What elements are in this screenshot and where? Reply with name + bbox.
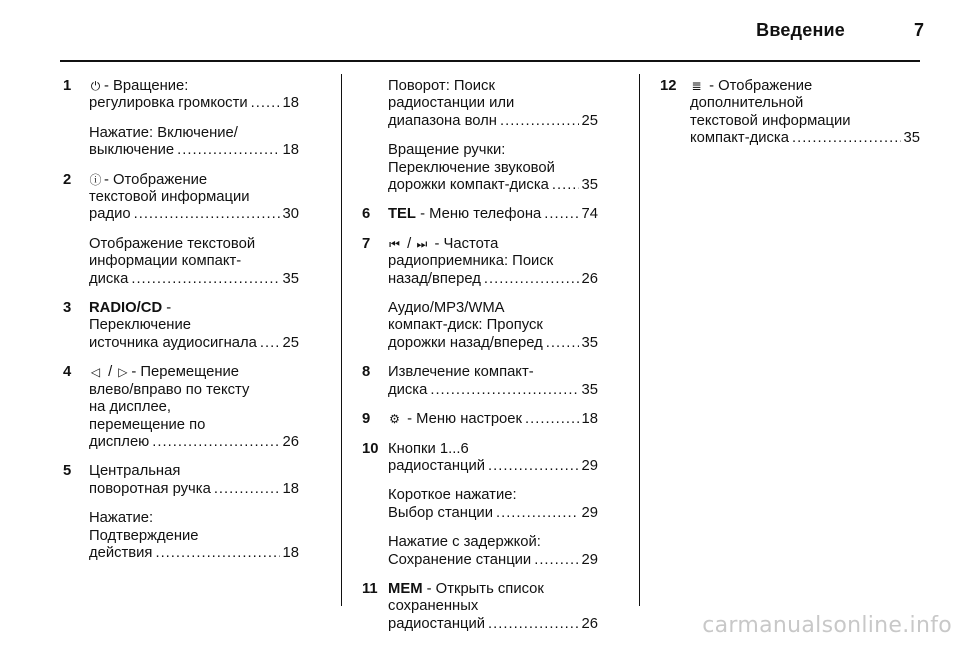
page-number: 7 [913,20,924,40]
list-item-3: 3 RADIO/CD - Переключение источника аудиосигнала ..... 25 [63,300,299,352]
item-number: 11 [362,580,378,597]
page-ref: 35 [581,381,598,398]
item-number: 1 [63,78,72,94]
page-ref: 35 [282,270,299,287]
header-rule [60,60,920,62]
column-divider-1 [341,74,342,606]
list-item-10: 10 Кнопки 1...6 радиостанций ..... 29 [362,441,598,476]
item-number: 3 [63,300,72,317]
list-item-9: 9 ⚙ - Меню настроек ..... 18 [362,411,598,428]
skip-back-icon: ⏮ [389,236,400,251]
list-item-6: 6 TEL - Меню телефона ..... 74 [362,206,598,223]
page-ref: 18 [282,544,299,561]
list-item-7: 7 ⏮ / ⏭ - Частота радиоприемника: Поиск назад/вперед ..... 26 [362,236,598,288]
list-item-4: 4 ◁ / ▷ - Перемещение влево/вправо по тексту на дисплее, перемещение по дисплею ..... 26 [63,364,299,451]
list-item-10-short: Короткое нажатие: Выбор станции ..... 29 [362,487,598,522]
page-ref: 18 [282,95,299,112]
settings-icon: ⚙ [389,412,400,427]
button-label-radio-cd: RADIO/CD [89,300,163,317]
power-icon: ⏻ [90,79,101,93]
button-label-mem: MEM [388,580,423,597]
column-3 [660,78,920,160]
item-number: 6 [362,206,371,223]
page-ref: 35 [581,177,598,194]
page-ref: 25 [581,112,598,129]
text-info-icon: ≣ [691,79,702,93]
list-item-8: 8 Извлечение компакт- диска ..... 35 [362,364,598,399]
item-number: 5 [63,463,72,480]
list-item-5: 5 Центральная поворотная ручка ..... 18 [63,463,299,498]
page-ref: 26 [581,615,598,632]
page-ref: 35 [581,334,598,351]
watermark: carmanualsonline.info [702,613,952,638]
column-2 [362,78,598,645]
item-number: 4 [63,364,72,381]
page-ref: 74 [581,206,598,223]
page-ref: 29 [581,457,598,474]
page-ref: 30 [282,206,299,223]
page-ref: 29 [581,504,598,521]
item-number: 7 [362,235,371,252]
skip-forward-icon: ⏭ [416,236,428,251]
page-ref: 29 [581,551,598,568]
page-ref: 18 [282,142,299,159]
page-ref: 25 [282,334,299,351]
left-arrow-icon: ◁ [90,365,101,380]
item-number: 9 [362,411,371,428]
list-item-1: 1 ⏻ - Вращение: регулировка громкости ..... 18 [63,78,299,113]
list-item-5-turn: Вращение ручки: Переключение звуковой дорожки компакт-диска ..... 35 [362,142,598,194]
list-item-5-sub: Нажатие: Подтверждение действия ..... 18 [63,510,299,562]
column-divider-2 [639,74,640,606]
list-item-5-rotate: Поворот: Поиск радиостанции или диапазона волн ..... 25 [362,78,598,130]
item-number: 10 [362,440,379,457]
right-arrow-icon: ▷ [118,365,128,380]
list-item-10-long: Нажатие с задержкой: Сохранение станции ..... 29 [362,534,598,569]
list-item-12: 12 ≣ - Отображение дополнительной текстовой информации компакт-диска ..... 35 [660,78,920,148]
page-ref: 26 [581,270,598,287]
page-ref: 18 [581,411,598,428]
item-number: 8 [362,364,371,381]
column-1 [63,78,299,574]
list-item-7-sub: Аудио/MP3/WMA компакт-диск: Пропуск дорожки назад/вперед ..... 35 [362,300,598,352]
button-label-tel: TEL [388,206,416,223]
page-ref: 35 [903,130,920,147]
list-item-2: 2 ⓘ - Отображение текстовой информации радио ..... 30 [63,172,299,224]
list-item-1-sub: Нажатие: Включение/ выключение ..... 18 [63,125,299,160]
item-number: 12 [660,78,677,94]
item-number: 2 [63,171,72,188]
list-item-2-sub: Отображение текстовой информации компакт- диска ..... 35 [63,236,299,288]
list-item-11: 11 MEM - Открыть список сохраненных радиостанций ..... 26 [362,581,598,633]
page-title: Введение [756,20,845,40]
page-ref: 26 [282,433,299,450]
page-ref: 18 [282,480,299,497]
info-icon: ⓘ [89,172,102,187]
